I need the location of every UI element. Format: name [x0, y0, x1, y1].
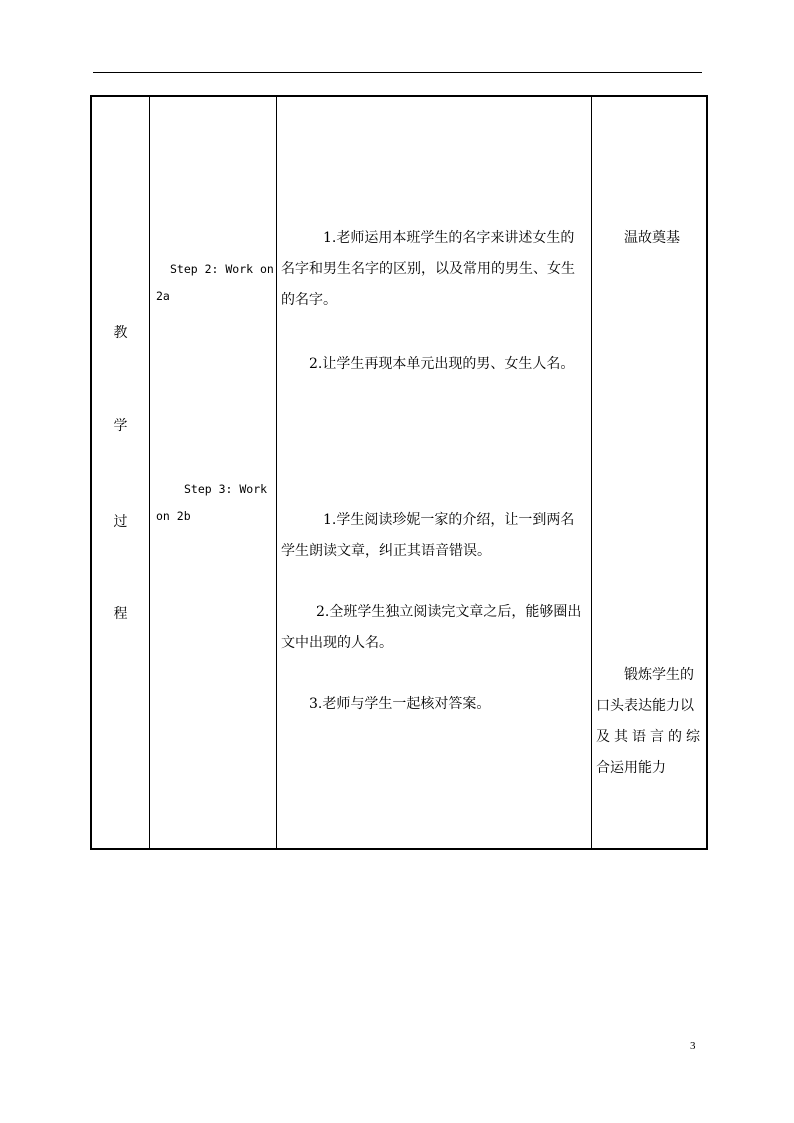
step-cell	[150, 96, 277, 849]
stage-char: 过	[113, 514, 128, 530]
step-3-activity-1: 1.学生阅读珍妮一家的介绍，让一到两名 学生朗读文章，纠正其语音错误。	[281, 512, 575, 559]
stage-cell	[91, 96, 150, 849]
step-3-label: Step 3: Work on 2b	[156, 482, 268, 523]
step-2-activity-1: 1.老师运用本班学生的名字来讲述女生的 名字和男生名字的区别，以及常用的男生、女生 的名字。	[281, 230, 575, 308]
step-2-activity-2: 2.让学生再现本单元出现的男、女生人名。	[309, 356, 575, 372]
page-number: 3	[690, 1040, 696, 1052]
step-3-intent: 锻炼学生的 口头表达能力以 及其语言的综 合运用能力	[596, 667, 704, 776]
step-3-activity-3: 3.老师与学生一起核对答案。	[309, 696, 491, 712]
stage-char: 教	[113, 325, 128, 341]
header-rule	[93, 72, 702, 73]
lesson-plan-table	[90, 95, 708, 850]
intent-cell	[592, 96, 708, 849]
step-2-intent: 温故奠基	[624, 230, 680, 246]
stage-char: 程	[113, 606, 128, 622]
stage-char: 学	[113, 418, 128, 434]
activity-cell	[277, 96, 592, 849]
step-3-activity-2: 2.全班学生独立阅读完文章之后，能够圈出 文中出现的人名。	[281, 604, 582, 651]
step-2-label: Step 2: Work on 2a	[156, 262, 274, 303]
table-row	[91, 96, 707, 849]
